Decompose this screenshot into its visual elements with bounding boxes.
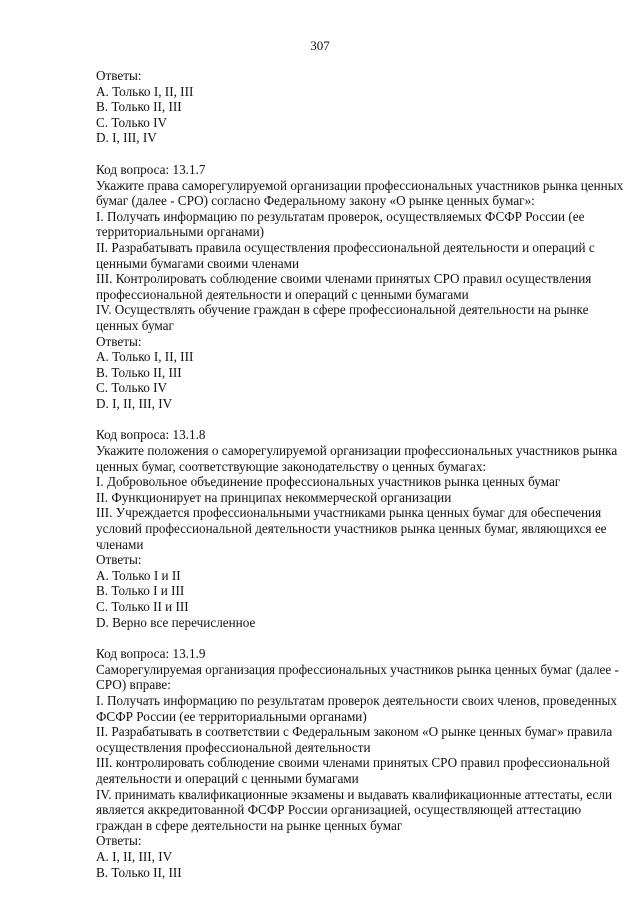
- text-line: деятельности и операций с ценными бумагами: [96, 770, 359, 786]
- text-line: ценными бумагами своими членами: [96, 255, 300, 271]
- text-line: B. Только I и III: [96, 583, 185, 599]
- question-block: [96, 646, 619, 880]
- text-line: Ответы:: [96, 68, 142, 83]
- text-line: C. Только IV: [96, 380, 168, 396]
- block-gap: [96, 411, 616, 427]
- question-block: [96, 427, 616, 630]
- document-body: [96, 68, 624, 880]
- text-line: II. Разрабатывать в соответствии с Федеральным законом «О рынке ценных бумаг» правила: [96, 724, 613, 740]
- text-line: B. Только II, III: [96, 364, 182, 380]
- text-line: профессиональной деятельности и операций с ценными бумагами: [96, 286, 469, 302]
- text-line: A. I, II, III, IV: [96, 848, 173, 864]
- text-line: D. I, II, III, IV: [96, 395, 173, 411]
- text-line: A. Только I и II: [96, 567, 181, 583]
- block-gap: [96, 630, 616, 646]
- text-line: Ответы:: [96, 552, 142, 568]
- text-line: D. I, III, IV: [96, 130, 157, 146]
- text-line: B. Только II, III: [96, 99, 182, 115]
- text-line: членами: [96, 536, 144, 552]
- text-line: III. Контролировать соблюдение своими членами принятых СРО правил осуществления: [96, 271, 592, 287]
- text-line: Код вопроса: 13.1.8: [96, 427, 206, 443]
- text-line: ФСФР России (ее территориальными органами): [96, 708, 367, 724]
- text-line: Саморегулируемая организация профессиональных участников рынка ценных бумаг (далее -: [96, 661, 619, 677]
- text-line: I. Получать информацию по результатам проверок, осуществляемых ФСФР России (ее: [96, 208, 585, 224]
- text-line: Код вопроса: 13.1.7: [96, 161, 206, 177]
- text-line: ценных бумаг, соответствующие законодательству о ценных бумагах:: [96, 458, 487, 474]
- text-line: D. Верно все перечисленное: [96, 614, 256, 630]
- text-line: III. Учреждается профессиональными участниками рынка ценных бумаг для обеспечения: [96, 505, 602, 521]
- text-line: I. Добровольное объединение профессиональных участников рынка ценных бумаг: [96, 474, 561, 490]
- text-line: II. Разрабатывать правила осуществления профессиональной деятельности и операций с: [96, 239, 595, 255]
- text-line: ценных бумаг: [96, 317, 174, 333]
- text-line: Укажите положения о саморегулируемой организации профессиональных участников рынка: [96, 443, 618, 459]
- text-line: III. контролировать соблюдение своими членами принятых СРО правил профессиональной: [96, 755, 610, 771]
- text-line: IV. Осуществлять обучение граждан в сфере профессиональной деятельности на рынке: [96, 302, 589, 318]
- text-line: C. Только II и III: [96, 599, 189, 614]
- text-line: I. Получать информацию по результатам проверок деятельности своих членов, проведенных: [96, 692, 617, 708]
- text-line: A. Только I, II, III: [96, 83, 194, 99]
- text-line: осуществления профессиональной деятельности: [96, 739, 371, 755]
- text-line: граждан в сфере деятельности на рынке ценных бумаг: [96, 817, 403, 833]
- text-line: Ответы:: [96, 833, 142, 849]
- text-line: территориальными органами): [96, 224, 265, 240]
- text-line: IV. принимать квалификационные экзамены и выдавать квалификационные аттестаты, если: [96, 786, 613, 802]
- text-line: является аккредитованной ФСФР России организацией, осуществляющей аттестацию: [96, 802, 582, 818]
- text-line: B. Только II, III: [96, 864, 182, 880]
- page-number: 307: [310, 38, 330, 53]
- text-line: Ответы:: [96, 333, 142, 349]
- text-line: СРО) вправе:: [96, 677, 171, 693]
- text-line: Укажите права саморегулируемой организации профессиональных участников рынка ценных: [96, 177, 624, 193]
- block-gap: [96, 146, 616, 162]
- text-line: II. Функционирует на принципах некоммерческой организации: [96, 489, 452, 505]
- text-line: Код вопроса: 13.1.9: [96, 646, 206, 662]
- text-line: A. Только I, II, III: [96, 349, 194, 365]
- text-line: условий профессиональной деятельности участников рынка ценных бумаг, являющихся ее: [96, 521, 607, 537]
- question-block: [96, 68, 616, 146]
- text-line: C. Только IV: [96, 114, 168, 130]
- question-block: [96, 161, 624, 412]
- text-line: бумаг (далее - СРО) согласно Федеральному закону «О рынке ценных бумаг»:: [96, 193, 535, 209]
